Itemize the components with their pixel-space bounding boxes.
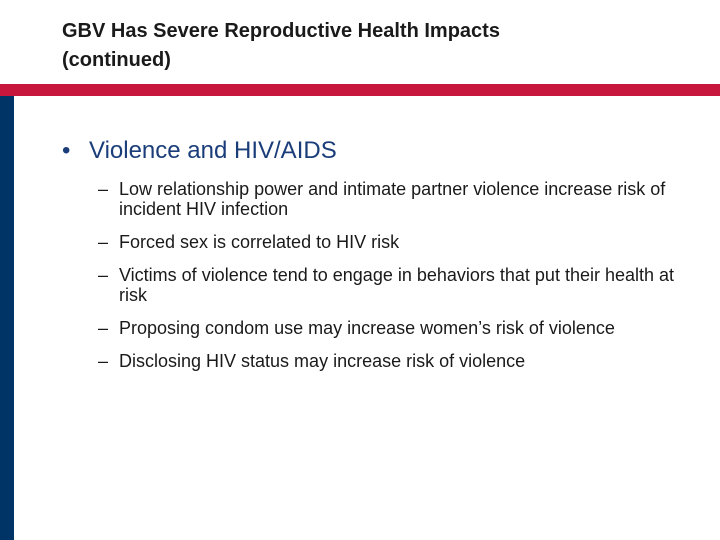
left-accent-bar — [0, 96, 14, 540]
sub-bullet — [98, 318, 698, 338]
sub-bullet-marker: – — [98, 265, 109, 285]
sub-bullet-text: Proposing condom use may increase women’s risk of violence — [119, 318, 615, 338]
sub-bullet — [98, 265, 698, 305]
sub-bullet-marker: – — [98, 179, 109, 199]
bullet-marker: • — [62, 137, 71, 164]
sub-bullet — [98, 351, 698, 371]
sub-bullet — [98, 232, 698, 252]
sub-bullet-marker: – — [98, 318, 109, 338]
sub-bullet — [98, 179, 698, 219]
sub-bullet-marker: – — [98, 351, 109, 371]
sub-bullet-text: Victims of violence tend to engage in behaviors that put their health at risk — [119, 265, 675, 305]
sub-bullet-text: Low relationship power and intimate partner violence increase risk of incident HIV infection — [119, 179, 666, 219]
main-bullet-text: Violence and HIV/AIDS — [89, 137, 337, 164]
slide-title-line-2: (continued) — [62, 49, 171, 71]
sub-bullet-list — [98, 179, 698, 384]
title-divider-bar — [0, 84, 720, 96]
slide-title — [62, 17, 682, 75]
main-bullet — [62, 137, 337, 165]
sub-bullet-marker: – — [98, 232, 109, 252]
sub-bullet-text: Disclosing HIV status may increase risk of violence — [119, 351, 526, 371]
slide-title-line-1: GBV Has Severe Reproductive Health Impacts — [62, 20, 500, 42]
sub-bullet-text: Forced sex is correlated to HIV risk — [119, 232, 400, 252]
